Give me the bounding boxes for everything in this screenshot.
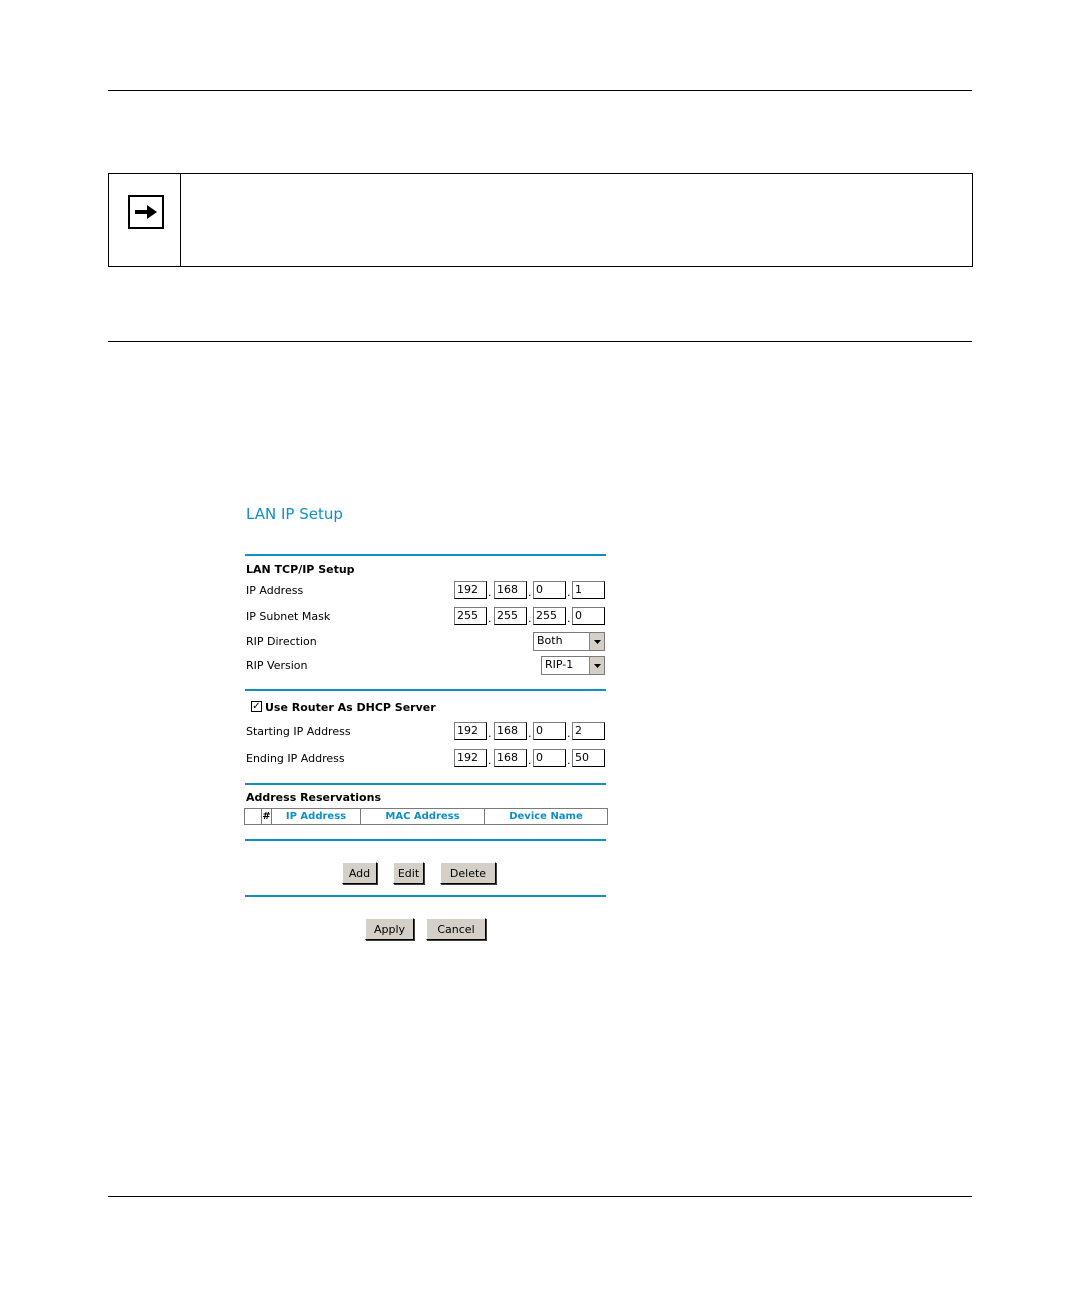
edit-button[interactable]: Edit — [393, 862, 424, 884]
dot: . — [567, 586, 571, 599]
ip-address-octet-3[interactable]: 0 — [533, 581, 566, 599]
section-rule — [108, 341, 972, 342]
rip-version-select[interactable] — [541, 656, 605, 675]
arrow-right-icon — [128, 195, 164, 229]
dot: . — [488, 586, 492, 599]
ip-address-octet-4[interactable]: 1 — [572, 581, 605, 599]
top-rule — [108, 90, 972, 91]
column-device-name: Device Name — [509, 811, 583, 822]
subnet-mask-octet-4[interactable]: 0 — [572, 607, 605, 625]
dot: . — [528, 754, 532, 767]
reservations-heading: Address Reservations — [246, 791, 381, 804]
separator — [245, 689, 606, 691]
subnet-mask-octet-2[interactable]: 255 — [494, 607, 527, 625]
add-button[interactable]: Add — [342, 862, 377, 884]
chevron-down-icon[interactable] — [589, 633, 604, 650]
rip-version-label: RIP Version — [246, 659, 308, 672]
starting-ip-label: Starting IP Address — [246, 725, 351, 738]
ending-ip-label: Ending IP Address — [246, 752, 345, 765]
subnet-mask-octet-3[interactable]: 255 — [533, 607, 566, 625]
dot: . — [488, 612, 492, 625]
dot: . — [567, 754, 571, 767]
dot: . — [488, 754, 492, 767]
rip-direction-select[interactable] — [533, 632, 605, 651]
separator — [245, 783, 606, 785]
dhcp-server-checkbox[interactable]: ✓ — [252, 701, 261, 712]
separator — [245, 895, 606, 897]
ending-ip-octet-3[interactable]: 0 — [533, 749, 566, 767]
apply-button[interactable]: Apply — [365, 918, 414, 940]
dhcp-server-label: Use Router As DHCP Server — [265, 701, 436, 714]
ending-ip-octet-1[interactable]: 192 — [454, 749, 487, 767]
rip-direction-label: RIP Direction — [246, 635, 317, 648]
dot: . — [528, 727, 532, 740]
rip-direction-value: Both — [537, 634, 563, 647]
ip-address-octet-2[interactable]: 168 — [494, 581, 527, 599]
tcpip-heading: LAN TCP/IP Setup — [246, 563, 355, 576]
column-mac-address: MAC Address — [361, 809, 485, 824]
rip-version-value: RIP-1 — [545, 658, 574, 671]
delete-button[interactable]: Delete — [440, 862, 496, 884]
separator — [245, 554, 606, 556]
column-number: # — [262, 811, 271, 822]
dot: . — [488, 727, 492, 740]
ending-ip-octet-4[interactable]: 50 — [572, 749, 605, 767]
column-select — [245, 809, 262, 824]
subnet-mask-octet-1[interactable]: 255 — [454, 607, 487, 625]
bottom-rule — [108, 1196, 972, 1197]
ending-ip-octet-2[interactable]: 168 — [494, 749, 527, 767]
ip-address-label: IP Address — [246, 584, 304, 597]
starting-ip-octet-3[interactable]: 0 — [533, 722, 566, 740]
cancel-button[interactable]: Cancel — [426, 918, 486, 940]
starting-ip-octet-2[interactable]: 168 — [494, 722, 527, 740]
page-title: LAN IP Setup — [246, 505, 343, 523]
ip-address-octet-1[interactable]: 192 — [454, 581, 487, 599]
dot: . — [567, 612, 571, 625]
subnet-mask-label: IP Subnet Mask — [246, 610, 331, 623]
note-box — [108, 173, 973, 267]
separator — [245, 839, 606, 841]
starting-ip-octet-4[interactable]: 2 — [572, 722, 605, 740]
note-divider — [180, 174, 181, 266]
column-ip-address: IP Address — [272, 809, 361, 824]
dot: . — [528, 586, 532, 599]
starting-ip-octet-1[interactable]: 192 — [454, 722, 487, 740]
dot: . — [528, 612, 532, 625]
reservations-table-header — [244, 808, 608, 825]
chevron-down-icon[interactable] — [589, 657, 604, 674]
dot: . — [567, 727, 571, 740]
